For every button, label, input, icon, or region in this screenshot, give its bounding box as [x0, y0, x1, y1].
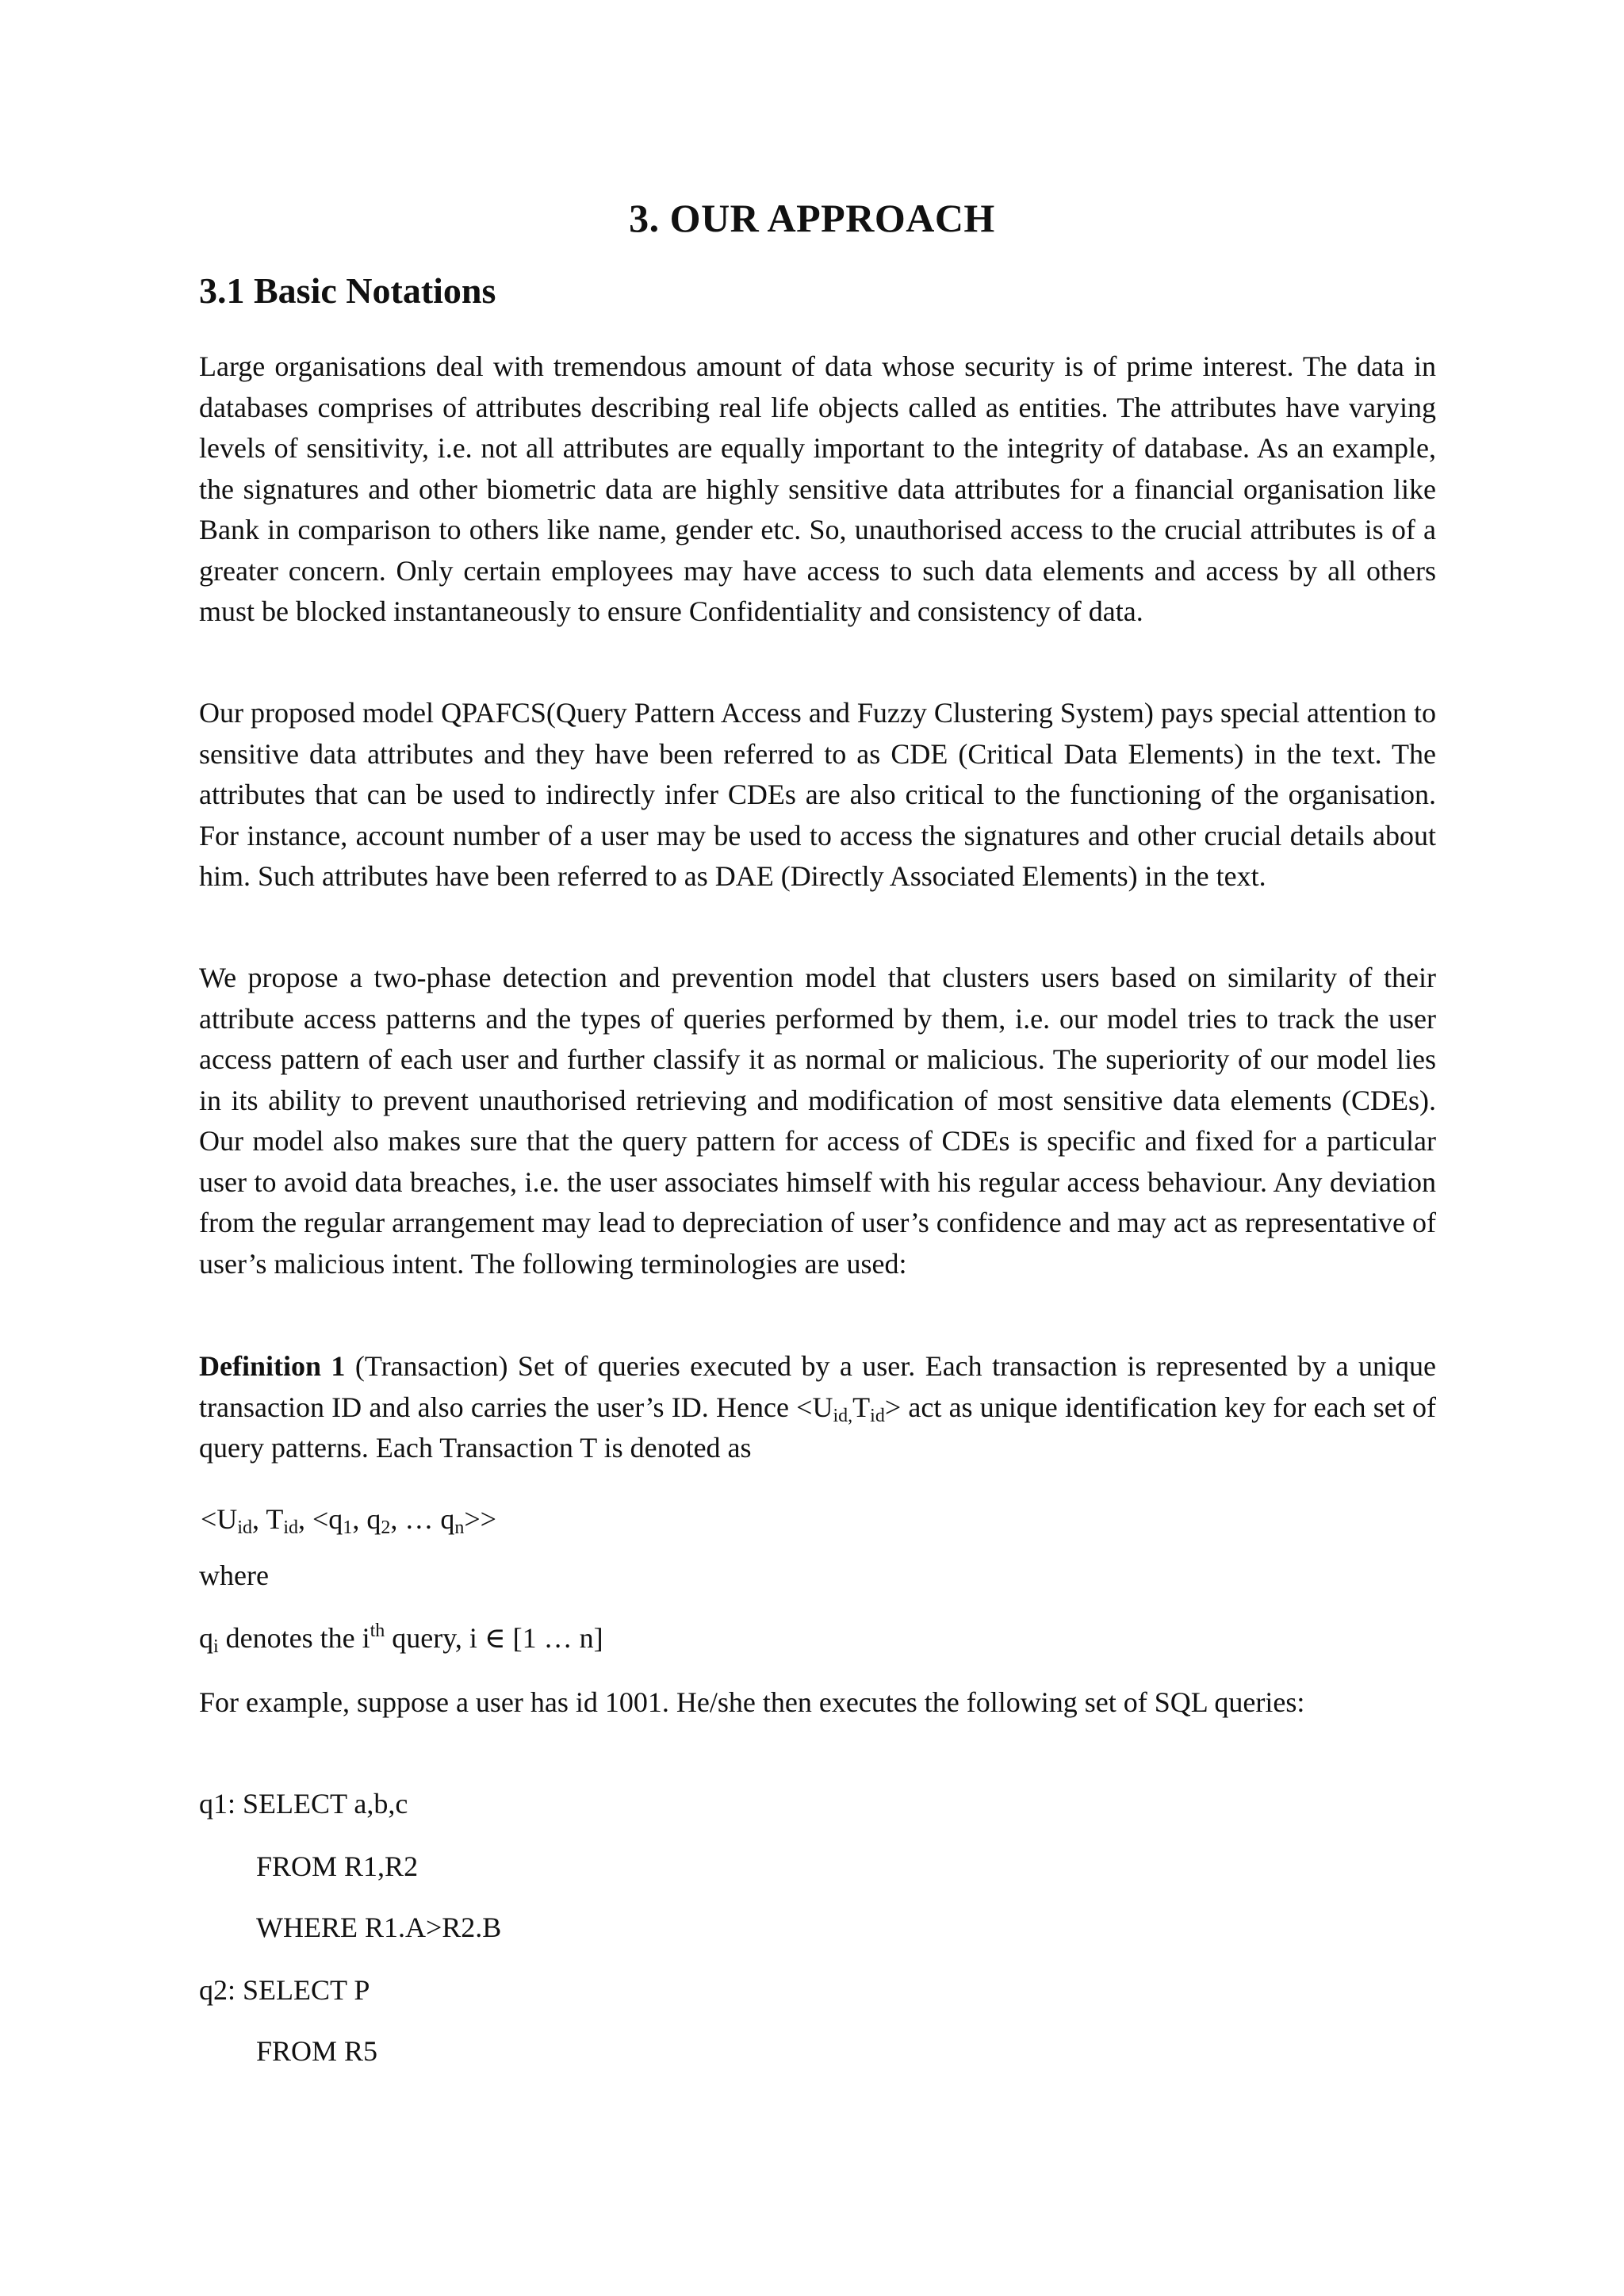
definition-sub-a: id, — [833, 1405, 853, 1426]
definition-text-b: T — [852, 1391, 871, 1423]
paragraph-model: Our proposed model QPAFCS(Query Pattern Access and Fuzzy Clustering System) pays special attention to sensitive data attributes and they have been referred to as CDE (Critical Data Elements) in the text. The attributes that can be used to indirectly infer CDEs are also critical to the functioning of the organisation. For instance, account number of a user may be used to access the signatures and other crucial details about him. Such attributes have been referred to as DAE (Directly Associated Elements) in the text. — [199, 697, 1436, 892]
query-q1-from: FROM R1,R2 — [256, 1850, 419, 1882]
formula-part: <U — [201, 1503, 238, 1535]
formula-subscript: 2 — [381, 1517, 391, 1538]
query-q1-where: WHERE R1.A>R2.B — [256, 1911, 502, 1943]
section-title: 3.1 Basic Notations — [199, 270, 496, 311]
where-label: where — [199, 1559, 269, 1591]
example-paragraph: For example, suppose a user has id 1001. He/she then executes the following set of SQL queries: — [199, 1686, 1305, 1718]
qi-text: query, i ∈ [1 … n] — [385, 1622, 603, 1654]
qi-subscript: i — [213, 1636, 219, 1657]
query-q2-select: q2: SELECT P — [199, 1974, 370, 2006]
formula-part: , … q — [390, 1503, 455, 1535]
query-q1-select: q1: SELECT a,b,c — [199, 1788, 408, 1820]
paragraph-intro: Large organisations deal with tremendous amount of data whose security is of prime interest. The data in databases comprises of attributes describing real life objects called as entities. The attributes have varying levels of sensitivity, i.e. not all attributes are equally important to the integrity of database. As an example, the signatures and other biometric data are highly sensitive data attributes for a financial organisation like Bank in comparison to others like name, gender etc. So, unauthorised access to the crucial attributes is of a greater concern. Only certain employees may have access to such data elements and access by all others must be blocked instantaneously to ensure Confidentiality and consistency of data. — [199, 350, 1436, 627]
qi-q: q — [199, 1622, 213, 1654]
query-index-definition — [199, 1618, 1436, 1659]
formula-part: , q — [352, 1503, 381, 1535]
formula-part: , <q — [298, 1503, 343, 1535]
definition-1 — [199, 1346, 1436, 1469]
formula-subscript: n — [454, 1517, 465, 1538]
formula-part: , T — [251, 1503, 284, 1535]
paragraph-proposal: We propose a two-phase detection and prevention model that clusters users based on similarity of their attribute access patterns and the types of queries performed by them, i.e. our model tries to track the user access pattern of each user and further classify it as normal or malicious. The superiority of our model lies in its ability to prevent unauthorised retrieving and modification of most sensitive data elements (CDEs). Our model also makes sure that the query pattern for access of CDEs is specific and fixed for a particular user to avoid data breaches, i.e. the user associates himself with his regular access behaviour. Any deviation from the regular arrangement may lead to depreciation of user’s confidence and may act as representative of user’s malicious intent. The following terminologies are used: — [199, 962, 1436, 1280]
formula-subscript: id — [237, 1517, 252, 1538]
qi-superscript: th — [370, 1621, 385, 1641]
formula-subscript: id — [283, 1517, 298, 1538]
qi-text: denotes the i — [218, 1622, 370, 1654]
formula-subscript: 1 — [343, 1517, 353, 1538]
definition-text-c: > act as unique identification key for each set of query patterns. Each Transaction T is denoted as — [199, 1391, 1436, 1464]
formula-part: >> — [464, 1503, 496, 1535]
definition-sub-b: id — [870, 1405, 885, 1426]
definition-text-a: (Transaction) Set of queries executed by a user. Each transaction is represented by a unique transaction ID and also carries the user’s ID. Hence <U — [199, 1350, 1436, 1423]
chapter-title: 3. OUR APPROACH — [629, 196, 995, 240]
definition-label: Definition 1 — [199, 1350, 346, 1382]
query-q2-from: FROM R5 — [256, 2035, 378, 2067]
transaction-formula — [201, 1499, 1438, 1540]
